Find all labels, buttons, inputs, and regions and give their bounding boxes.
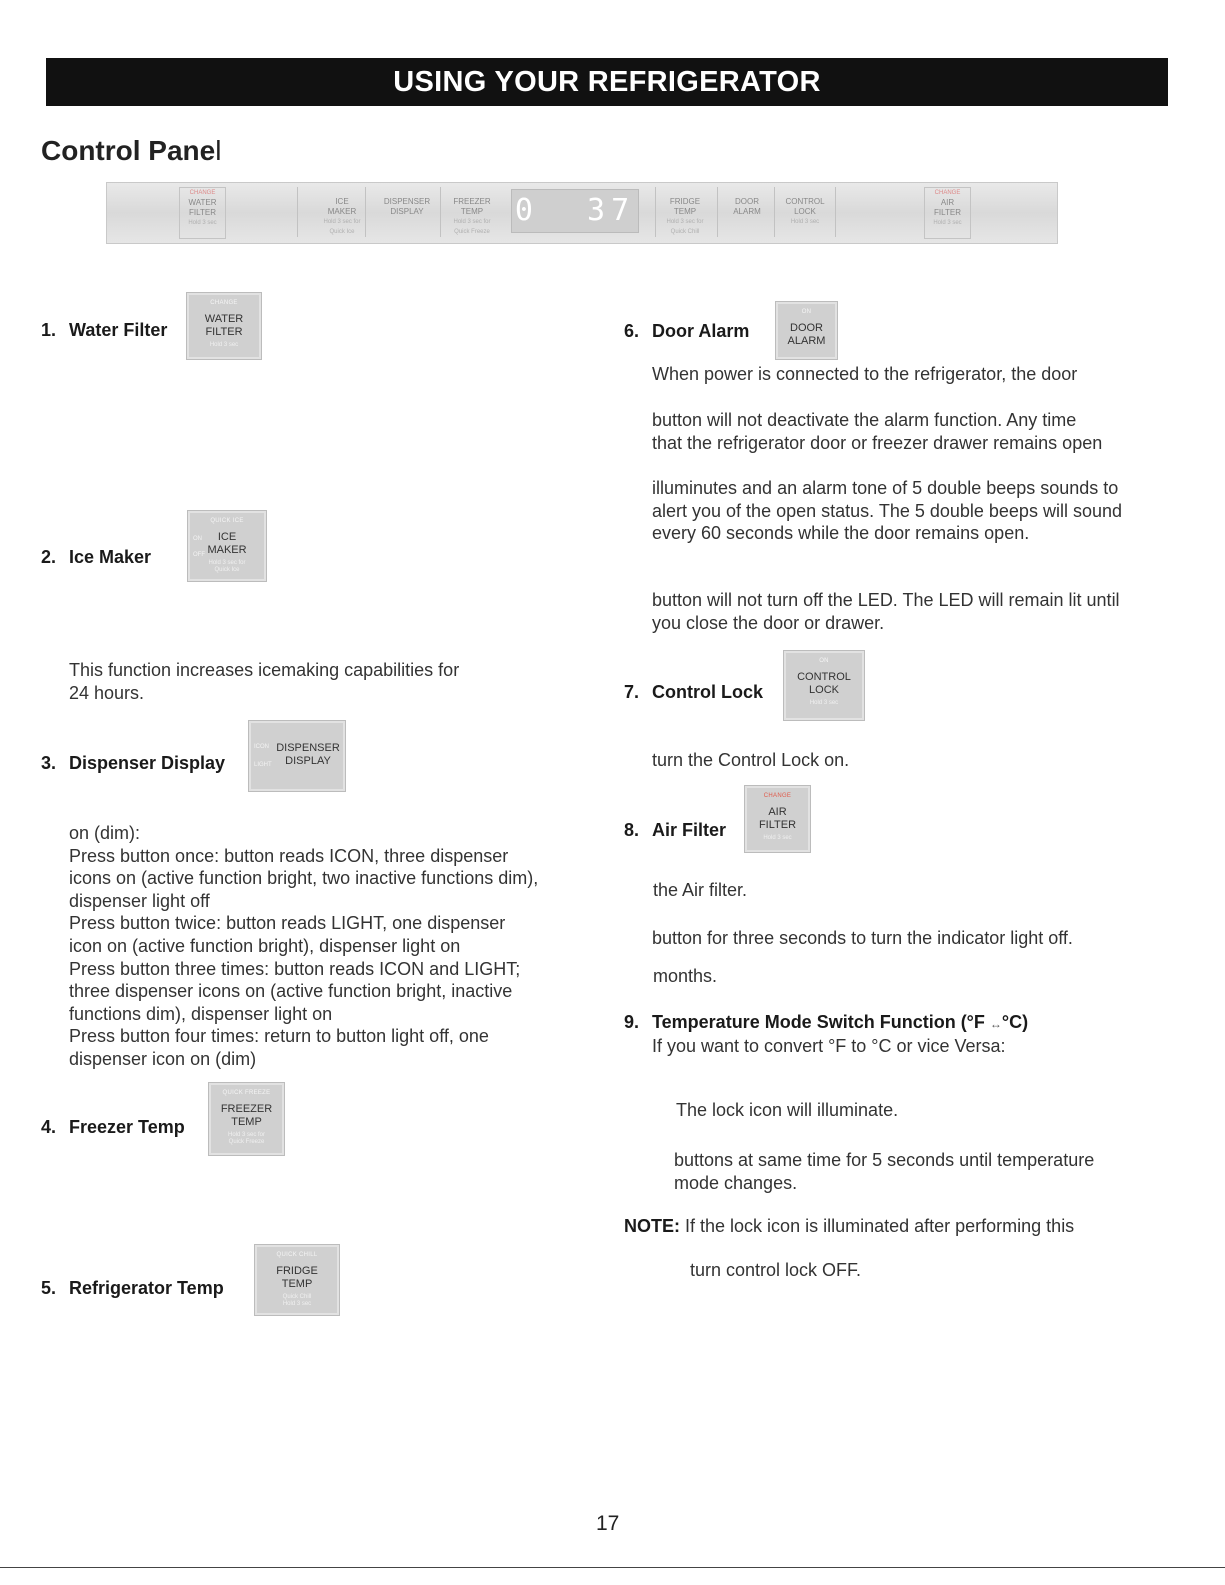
note-text-2: turn control lock OFF.: [690, 1260, 862, 1280]
item-title-text: Door Alarm: [652, 321, 750, 341]
section-title-main: Control Pane: [41, 135, 216, 166]
btn-line2: DISPLAY: [285, 755, 331, 767]
left-right-arrow-icon: ↔: [989, 1017, 1002, 1031]
panel-air-filter-button: [924, 187, 971, 239]
panel-air-filter-bottom: Hold 3 sec: [933, 220, 962, 226]
control-lock-button-icon: [783, 650, 865, 721]
panel-water-filter-line2: FILTER: [189, 208, 216, 217]
item-number: 2.: [41, 547, 57, 567]
item-title-text: Control Lock: [652, 682, 763, 702]
panel-dispenser-line1: DISPENSER: [383, 197, 431, 206]
btn-bottom2: Quick Ice: [214, 567, 240, 573]
btn-line1: ICE: [217, 531, 237, 543]
item-number: 8.: [624, 820, 640, 840]
door-alarm-button-icon: [775, 301, 838, 360]
panel-fridge-line2: TEMP: [673, 207, 697, 216]
panel-freezer-line1: FREEZER: [453, 197, 491, 206]
btn-line2: TEMP: [281, 1278, 313, 1290]
panel-ice-maker-bottom2: Quick Ice: [329, 229, 355, 235]
item-water-filter-title: [41, 320, 167, 341]
item-title-text: Air Filter: [652, 820, 727, 840]
btn-bottom-label: Hold 3 sec: [763, 835, 792, 841]
panel-control-line1: CONTROL: [785, 197, 825, 206]
display-fridge-value: 37: [587, 193, 636, 228]
btn-line2: FILTER: [205, 326, 243, 338]
btn-line2: TEMP: [231, 1116, 262, 1128]
panel-door-line1: DOOR: [735, 197, 759, 206]
btn-side-on: ON: [193, 536, 202, 542]
panel-air-filter-line2: FILTER: [934, 208, 961, 217]
panel-fridge-bottom1: Hold 3 sec for: [666, 219, 704, 225]
air-filter-text-1: the Air filter.: [653, 880, 748, 900]
note-label: NOTE:: [624, 1216, 680, 1236]
panel-control-bottom: Hold 3 sec: [790, 219, 820, 225]
btn-line2: LOCK: [809, 684, 839, 696]
panel-control-line2: LOCK: [794, 207, 816, 216]
item-freezer-title: [41, 1117, 185, 1138]
btn-top-label: QUICK ICE: [210, 518, 244, 524]
item-door-alarm-title: [624, 321, 749, 342]
door-alarm-text-3: illuminutes and an alarm tone of 5 double beeps sounds to alert you of the open status. The 5 double beeps will sound every 60 seconds while the door remains open.: [652, 478, 1122, 544]
panel-fridge-line1: FRIDGE: [669, 197, 701, 206]
panel-divider: [297, 187, 298, 237]
item-number: 3.: [41, 753, 57, 773]
btn-line1: FRIDGE: [276, 1265, 318, 1277]
btn-bottom1: Quick Chill: [282, 1294, 312, 1300]
display-freezer-value: 0: [514, 193, 539, 228]
section-title: [41, 135, 221, 167]
control-lock-text: turn the Control Lock on.: [652, 750, 850, 770]
panel-door-line2: ALARM: [733, 207, 761, 216]
btn-side-icon: ICON: [254, 744, 269, 750]
btn-line1: DOOR: [790, 322, 823, 334]
ice-maker-description: This function increases icemaking capabilities for 24 hours.: [69, 660, 460, 703]
section-title-last: l: [215, 135, 222, 166]
water-filter-button-icon: [186, 292, 262, 360]
panel-door-button: [719, 187, 775, 237]
panel-air-filter-top: CHANGE: [934, 190, 961, 196]
door-alarm-text-1: When power is connected to the refrigerator, the door: [652, 364, 1078, 384]
air-filter-button-icon: [744, 785, 811, 853]
panel-water-filter-button: [179, 187, 226, 239]
btn-line2: ALARM: [787, 335, 826, 347]
air-filter-text-2: button for three seconds to turn the indicator light off.: [652, 928, 1073, 948]
item-number: 4.: [41, 1117, 57, 1137]
btn-top-label: CHANGE: [763, 793, 792, 799]
air-filter-text-3: months.: [653, 966, 718, 986]
panel-freezer-button: [442, 187, 502, 237]
item-fridge-title: [41, 1278, 224, 1299]
btn-bottom-label: Hold 3 sec: [209, 342, 239, 348]
temperature-display: [511, 189, 639, 233]
btn-line2: FILTER: [758, 819, 797, 831]
item-number: 6.: [624, 321, 640, 341]
panel-divider: [655, 187, 656, 237]
panel-water-filter-line1: WATER: [188, 198, 217, 207]
btn-side-light: LIGHT: [254, 762, 272, 768]
item-title-text: Refrigerator Temp: [69, 1278, 224, 1298]
page-number: 17: [596, 1512, 620, 1535]
panel-divider: [365, 187, 366, 237]
panel-divider: [717, 187, 718, 237]
item-control-lock-title: [624, 682, 763, 703]
item-number: 9.: [624, 1012, 640, 1032]
freezer-temp-button-icon: [208, 1082, 285, 1156]
note-line: [624, 1215, 1074, 1238]
panel-control-button: [777, 187, 833, 237]
btn-top-label: ON: [819, 658, 829, 664]
item-number: 1.: [41, 320, 57, 340]
btn-top-label: ON: [801, 309, 812, 315]
door-alarm-text-2: button will not deactivate the alarm function. Any time that the refrigerator door or freezer drawer remains open: [652, 410, 1103, 453]
item-title-text: Water Filter: [69, 320, 168, 340]
item-title-text: Temperature Mode Switch Function (°F: [652, 1012, 990, 1032]
btn-line1: DISPENSER: [276, 742, 340, 754]
btn-top-label: QUICK FREEZE: [222, 1090, 271, 1096]
item-ice-maker-title: [41, 547, 151, 568]
panel-dispenser-line2: DISPLAY: [390, 207, 424, 216]
panel-ice-maker-line2: MAKER: [327, 207, 357, 216]
panel-water-filter-top: CHANGE: [189, 190, 216, 196]
panel-air-filter-line1: AIR: [940, 198, 955, 207]
btn-bottom-label: Hold 3 sec: [809, 700, 839, 706]
ice-maker-button-icon: [187, 510, 267, 582]
btn-side-off: OFF: [193, 552, 205, 558]
panel-freezer-bottom2: Quick Freeze: [454, 229, 490, 235]
page-edge-divider: [0, 1567, 1225, 1568]
panel-fridge-bottom2: Quick Chill: [670, 229, 700, 235]
temp-mode-text-1: If you want to convert °F to °C or vice Versa:: [652, 1036, 1006, 1056]
dispenser-display-button-icon: [248, 720, 346, 792]
panel-water-filter-bottom: Hold 3 sec: [188, 220, 217, 226]
item-number: 5.: [41, 1278, 57, 1298]
panel-dispenser-button: [377, 187, 437, 237]
btn-bottom2: Hold 3 sec: [282, 1301, 312, 1307]
panel-divider: [774, 187, 775, 237]
item-title-text: Dispenser Display: [69, 753, 226, 773]
door-alarm-text-4: button will not turn off the LED. The LED will remain lit until you close the door or drawer.: [652, 590, 1120, 633]
dispenser-description: on (dim): Press button once: button reads ICON, three dispenser icons on (active function bright, two inactive functions dim), dispenser light off Press button twice: button reads LIGHT, one dispenser icon on (active function bright), dispenser light on Press button three times: button reads ICON and LIGHT; three dispenser icons on (active function bright, inactive functions dim), dispenser light on Press button four times: return to button light off, one dispenser icon on (dim): [69, 823, 539, 1069]
fridge-temp-button-icon: [254, 1244, 340, 1316]
item-air-filter-title: [624, 820, 726, 841]
panel-ice-maker-line1: ICE: [335, 197, 349, 206]
btn-line1: AIR: [768, 806, 787, 818]
panel-freezer-line2: TEMP: [460, 207, 484, 216]
panel-ice-maker-button: [312, 187, 372, 237]
btn-line1: CONTROL: [797, 671, 851, 683]
item-number: 7.: [624, 682, 640, 702]
panel-divider: [835, 187, 836, 237]
btn-line1: WATER: [204, 313, 244, 325]
btn-bottom1: Hold 3 sec for: [208, 560, 246, 566]
panel-freezer-bottom1: Hold 3 sec for: [453, 219, 491, 225]
item-title-text: Ice Maker: [69, 547, 152, 567]
control-panel-image: [106, 182, 1058, 244]
item-temp-mode-title: [624, 1012, 1028, 1033]
temp-mode-text-3: buttons at same time for 5 seconds until temperature mode changes.: [674, 1150, 1095, 1193]
page-banner: USING YOUR REFRIGERATOR: [46, 58, 1168, 106]
panel-ice-maker-bottom1: Hold 3 sec for: [323, 219, 361, 225]
btn-top-label: CHANGE: [210, 300, 238, 306]
item-title-text: Freezer Temp: [69, 1117, 185, 1137]
btn-line2: MAKER: [207, 544, 247, 556]
item-title-end: °C): [1001, 1012, 1029, 1032]
btn-top-label: QUICK CHILL: [276, 1252, 318, 1258]
panel-divider: [440, 187, 441, 237]
item-dispenser-title: [41, 753, 225, 774]
btn-bottom2: Quick Freeze: [228, 1139, 265, 1145]
btn-bottom1: Hold 3 sec for: [227, 1132, 266, 1138]
temp-mode-text-2: The lock icon will illuminate.: [676, 1100, 899, 1120]
note-text: If the lock icon is illuminated after performing this: [685, 1216, 1075, 1236]
panel-fridge-button: [657, 187, 713, 237]
btn-line1: FREEZER: [220, 1103, 273, 1115]
